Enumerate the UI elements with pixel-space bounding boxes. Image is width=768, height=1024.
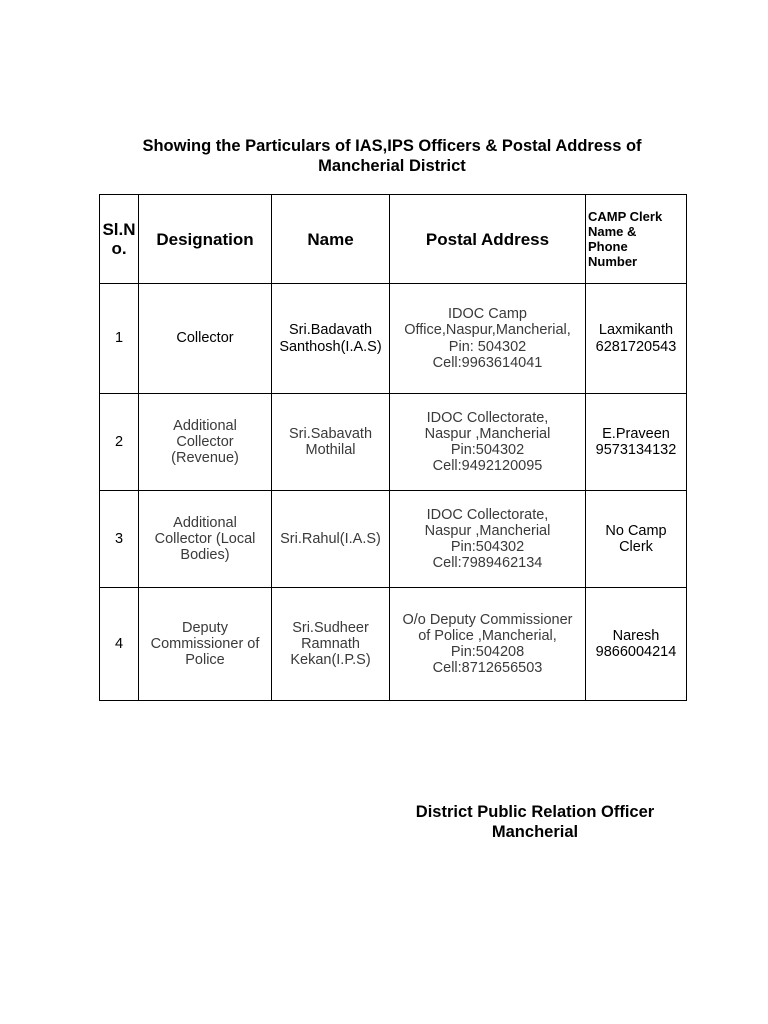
table-header-row xyxy=(100,195,687,284)
cell-slno: 2 xyxy=(100,394,139,491)
document-title xyxy=(100,136,684,176)
cell-slno: 3 xyxy=(100,491,139,588)
header-slno: Sl.N o. xyxy=(100,195,139,284)
cell-slno: 4 xyxy=(100,588,139,701)
cell-slno: 1 xyxy=(100,284,139,394)
cell-designation: Deputy Commissioner of Police xyxy=(139,588,272,701)
officers-table xyxy=(99,194,687,701)
cell-designation: Additional Collector (Local Bodies) xyxy=(139,491,272,588)
signature-line-2: Mancherial xyxy=(491,823,579,841)
cell-name: Sri.Rahul(I.A.S) xyxy=(272,491,390,588)
signature-block xyxy=(390,802,680,842)
cell-camp-clerk: E.Praveen 9573134132 xyxy=(586,394,687,491)
cell-postal-address: IDOC Camp Office,Naspur,Mancherial, Pin: 504302 Cell:9963614041 xyxy=(390,284,586,394)
cell-postal-address: O/o Deputy Commissioner of Police ,Mancherial, Pin:504208 Cell:8712656503 xyxy=(390,588,586,701)
header-camp-clerk: CAMP Clerk Name & Phone Number xyxy=(586,195,687,284)
table-row xyxy=(100,491,687,588)
title-line-1: Showing the Particulars of IAS,IPS Officers & Postal Address of xyxy=(142,137,642,155)
cell-designation: Additional Collector (Revenue) xyxy=(139,394,272,491)
cell-postal-address: IDOC Collectorate, Naspur ,Mancherial Pin:504302 Cell:9492120095 xyxy=(390,394,586,491)
table-row xyxy=(100,394,687,491)
title-line-2: Mancherial District xyxy=(318,157,466,175)
header-name: Name xyxy=(272,195,390,284)
cell-name: Sri.Sudheer Ramnath Kekan(I.P.S) xyxy=(272,588,390,701)
table-row xyxy=(100,588,687,701)
table-row xyxy=(100,284,687,394)
cell-name: Sri.Sabavath Mothilal xyxy=(272,394,390,491)
header-postal-address: Postal Address xyxy=(390,195,586,284)
cell-postal-address: IDOC Collectorate, Naspur ,Mancherial Pin:504302 Cell:7989462134 xyxy=(390,491,586,588)
cell-designation: Collector xyxy=(139,284,272,394)
cell-name: Sri.Badavath Santhosh(I.A.S) xyxy=(272,284,390,394)
cell-camp-clerk: Naresh 9866004214 xyxy=(586,588,687,701)
cell-camp-clerk: No Camp Clerk xyxy=(586,491,687,588)
cell-camp-clerk: Laxmikanth 6281720543 xyxy=(586,284,687,394)
header-designation: Designation xyxy=(139,195,272,284)
signature-line-1: District Public Relation Officer xyxy=(415,803,655,821)
